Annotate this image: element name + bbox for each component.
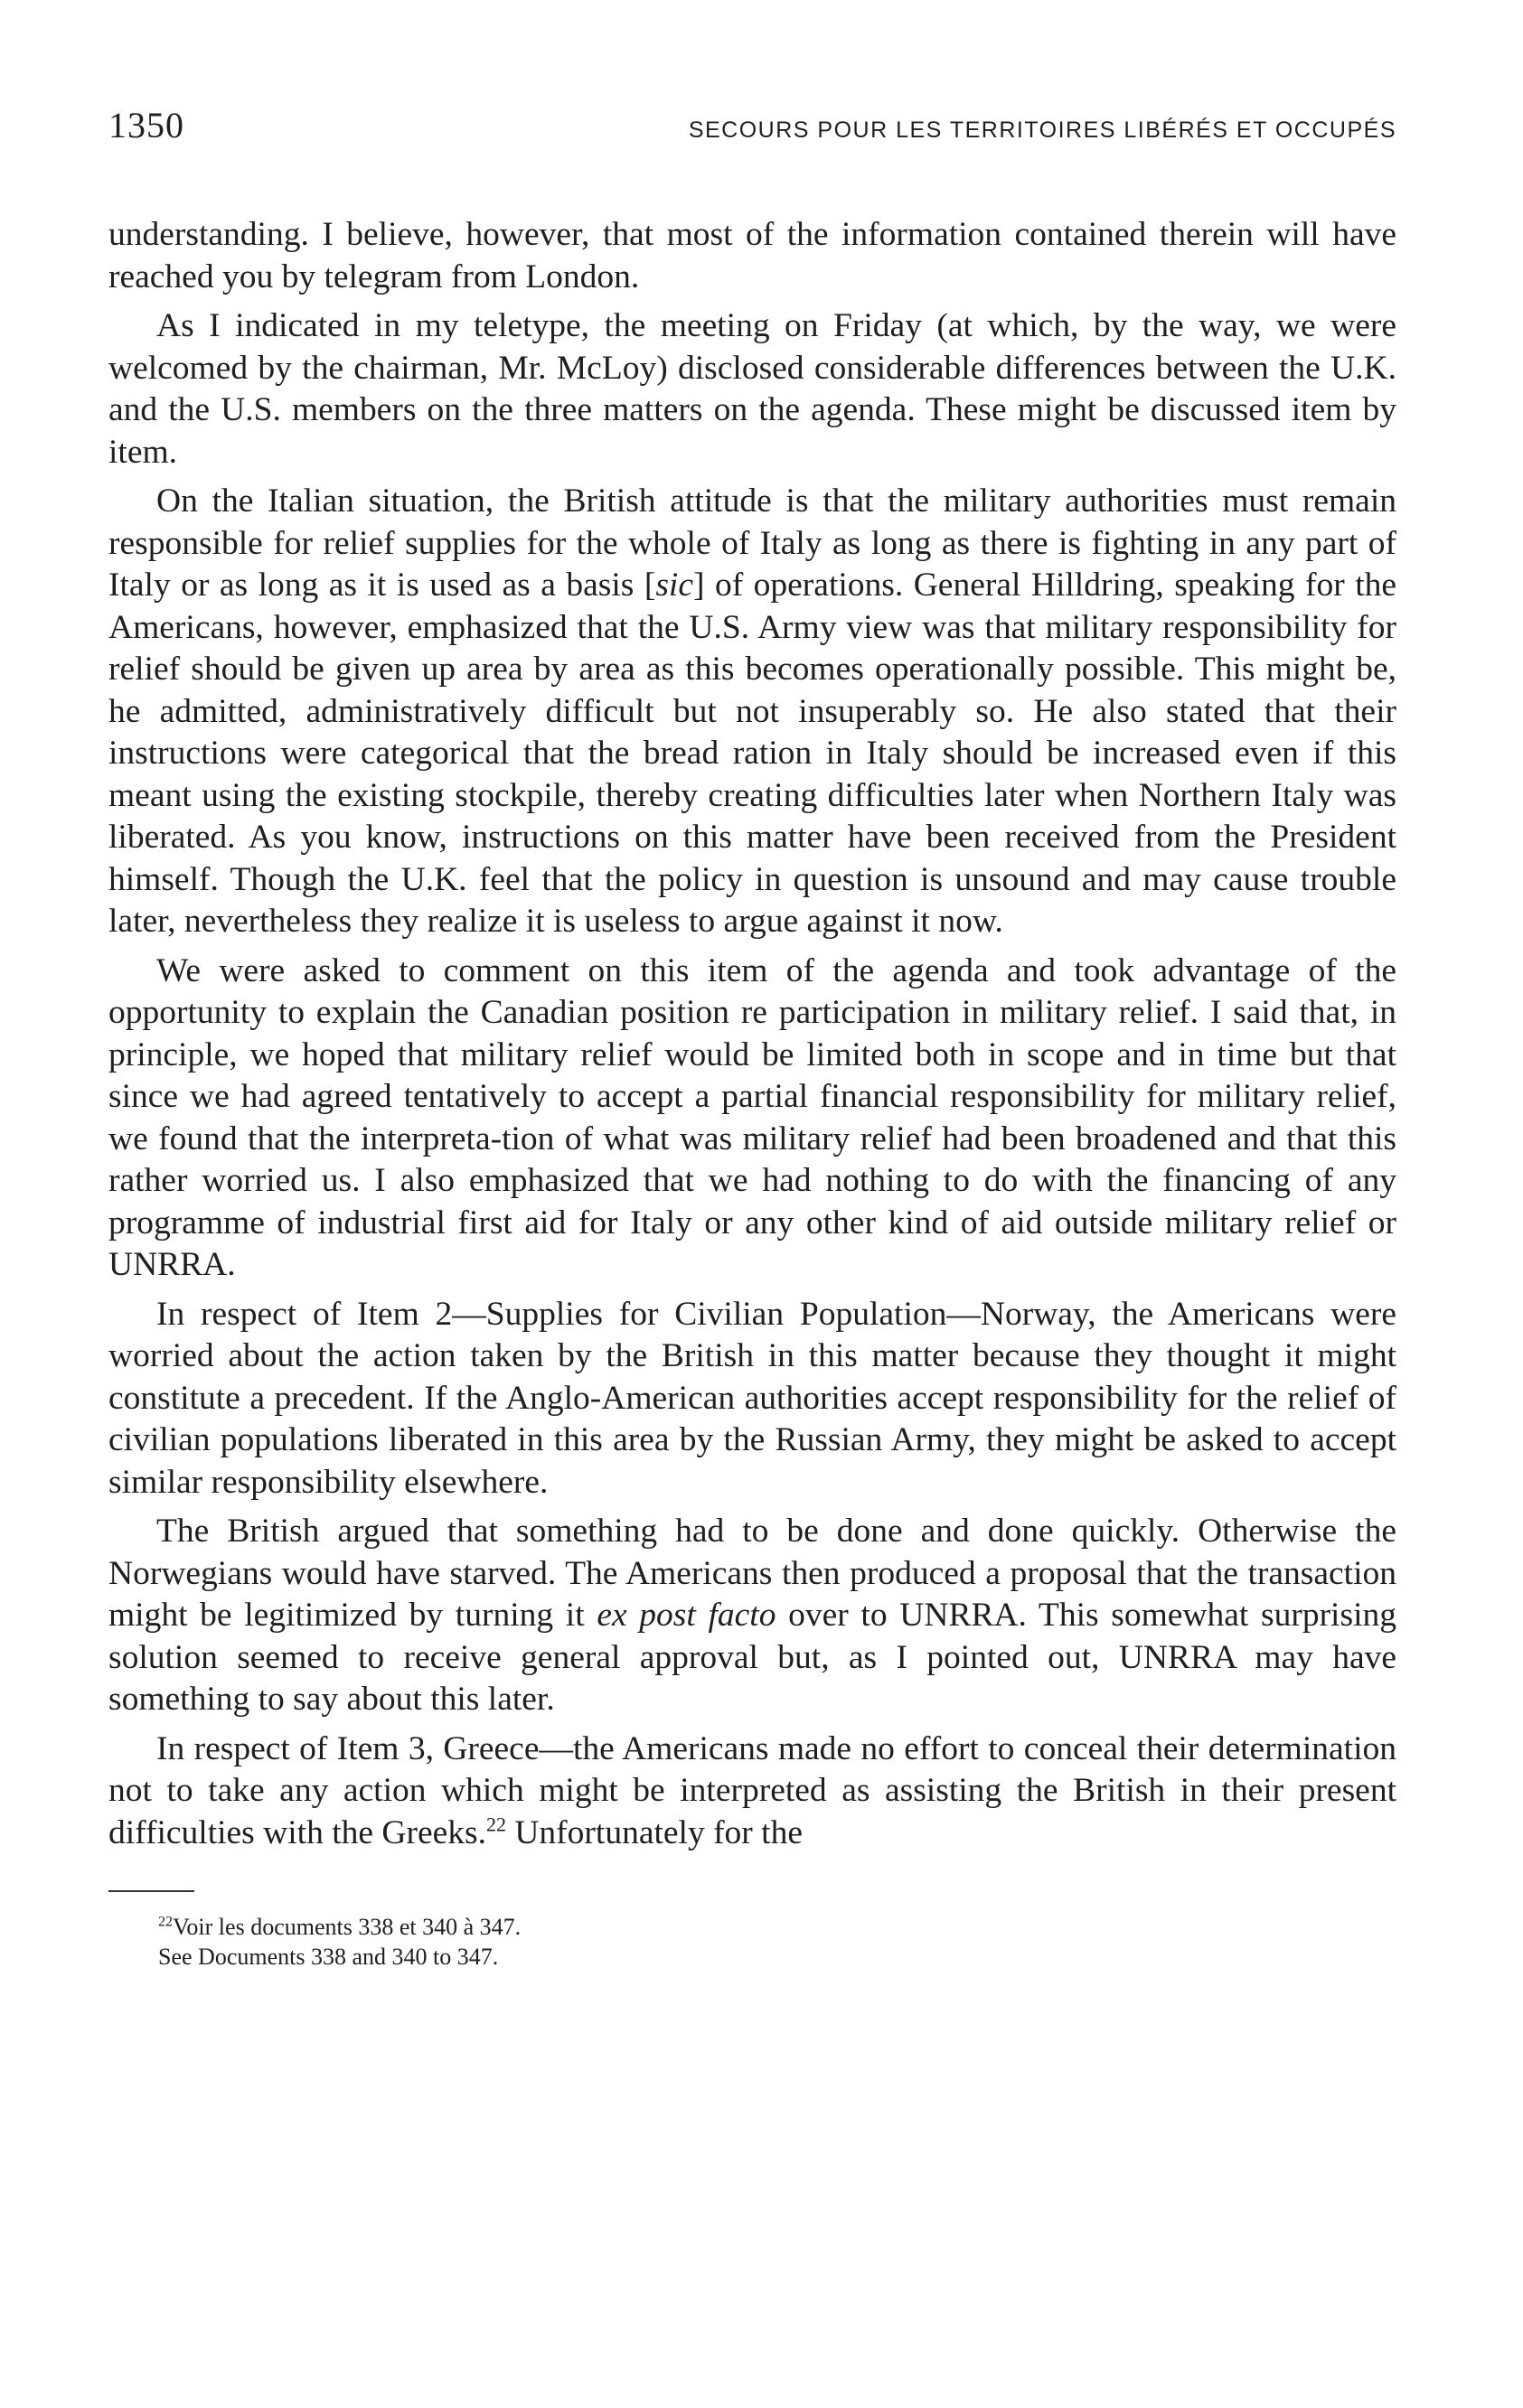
footnote-english [158, 1942, 1396, 1972]
footnote-divider [108, 1890, 194, 1892]
document-page [108, 104, 1396, 1972]
paragraph-3-text-end: ] of operations. General Hilldring, speaking for the Americans, however, emphasized that the U.S. Army view was that military responsibility for relief should be given up area by area as this becomes operationally possible. This might be, he admitted, administratively difficult but not insuperably so. He also stated that their instructions were categorical that the bread ration in Italy should be increased even if this meant using the existing stockpile, thereby creating difficulties later when Northern Italy was liberated. As you know, instructions on this matter have been received from the President himself. Though the U.K. feel that the policy in question is unsound and may cause trouble later, nevertheless they realize it is useless to argue against it now. [108, 567, 1397, 940]
paragraph-6-text-start: The British argued that something had to be done and done quickly. Otherwise the Norwegians would have starved. The Americans then produced a proposal that the transaction might be legitimized by turning it [108, 1513, 1396, 1634]
paragraph-1-text: understanding. I believe, however, that most of the information contained therein will have reached you by telegram from London. [108, 216, 1396, 295]
paragraph-1 [108, 214, 1396, 298]
paragraph-7-text-start: In respect of Item 3, Greece—the Americans made no effort to conceal their determination not to take any action which might be interpreted as assisting the British in their present difficulties with the Greeks. [108, 1729, 1396, 1851]
paragraph-5-text: In respect of Item 2—Supplies for Civilian Population—Norway, the Americans were worried about the action taken by the British in this matter because they thought it might constitute a precedent. If the Anglo-American authorities accept responsibility for the relief of civilian populations liberated in this area by the Russian Army, they might be asked to accept similar responsibility elsewhere. [108, 1295, 1396, 1501]
page-number: 1350 [108, 105, 184, 145]
paragraph-2-text: As I indicated in my teletype, the meeting on Friday (at which, by the way, we were welcomed by the chairman, Mr. McLoy) disclosed considerable differences between the U.K. and the U.S. members on the three matters on the agenda. These might be discussed item by item. [108, 307, 1396, 471]
footnote-number: 22 [158, 1914, 173, 1930]
paragraph-6 [108, 1511, 1396, 1721]
footnote-reference[interactable]: 22 [485, 1813, 506, 1835]
paragraph-4 [108, 951, 1396, 1287]
running-header [108, 104, 1396, 158]
footnote-french [158, 1912, 1396, 1942]
paragraph-6-text-end: over to UNRRA. This somewhat surprising solution seemed to receive general approval but, as I pointed out, UNRRA may have something to say about this later. [108, 1597, 1396, 1718]
running-title: SECOURS POUR LES TERRITOIRES LIBÉRÉS ET OCCUPÉS [688, 117, 1396, 143]
paragraph-5 [108, 1294, 1396, 1504]
footnote-english-text: See Documents 338 and 340 to 347. [158, 1944, 499, 1970]
footnotes [108, 1912, 1396, 1972]
paragraph-7-text-end: Unfortunately for the [505, 1813, 803, 1851]
body-text [108, 214, 1396, 1854]
sic-italic: sic [655, 567, 693, 604]
paragraph-2 [108, 305, 1396, 473]
paragraph-4-text: We were asked to comment on this item of the agenda and took advantage of the opportunity to explain the Canadian position re participation in military relief. I said that, in principle, we hoped that military relief would be limited both in scope and in time but that since we had agreed tentatively to accept a partial financial responsibility for military relief, we found that the interpreta-tion of what was military relief had been broadened and that this rather worried us. I also emphasized that we had nothing to do with the financing of any programme of industrial first aid for Italy or any other kind of aid outside military relief or UNRRA. [108, 951, 1396, 1283]
paragraph-3 [108, 481, 1396, 943]
paragraph-3-text-start: On the Italian situation, the British attitude is that the military authorities must remain responsible for relief supplies for the whole of Italy as long as there is fighting in any part of Italy or as long as it is used as a basis [ [108, 483, 1396, 604]
paragraph-7 [108, 1729, 1396, 1855]
footnote-french-text: Voir les documents 338 et 340 à 347. [173, 1914, 522, 1940]
ex-post-facto-italic: ex post facto [597, 1597, 776, 1634]
